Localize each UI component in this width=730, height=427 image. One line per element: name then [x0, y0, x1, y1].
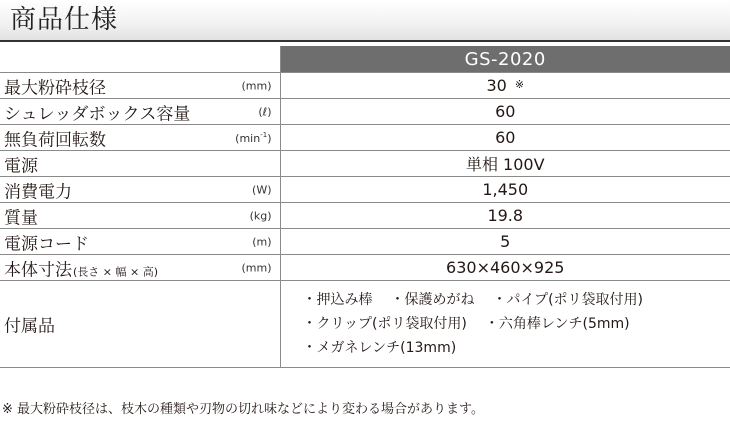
- accessory-item: ・メガネレンチ(13mm): [302, 340, 457, 356]
- accessory-item: ・パイプ(ポリ袋取付用): [492, 292, 644, 308]
- row-unit: (kg): [249, 209, 272, 222]
- table-row: [0, 125, 730, 151]
- label-cell: [0, 73, 280, 99]
- row-unit: (ℓ): [258, 105, 272, 118]
- model-name: GS-2020: [280, 46, 730, 73]
- table-row: [0, 203, 730, 229]
- row-unit: (mm): [241, 261, 272, 274]
- label-cell: [0, 281, 280, 368]
- value-cell: [280, 73, 730, 99]
- accessories-cell: [280, 281, 730, 368]
- label-cell: [0, 255, 280, 281]
- row-unit: $(\min^{-1})$: [235, 130, 272, 145]
- row-label: 最大粉砕枝径: [4, 78, 106, 98]
- model-header-row: [0, 46, 730, 73]
- table-row-accessories: [0, 281, 730, 368]
- row-value: 5: [280, 229, 730, 255]
- row-label: 電源: [4, 156, 38, 176]
- accessory-item: ・押込み棒: [302, 292, 373, 308]
- row-value: 60: [280, 99, 730, 125]
- blank-header-cell: [0, 46, 280, 73]
- row-value: 630×460×925: [280, 255, 730, 281]
- row-label: 電源コード: [4, 234, 89, 254]
- row-unit: (m): [252, 235, 272, 248]
- label-cell: [0, 229, 280, 255]
- row-label: 質量: [4, 208, 38, 228]
- row-label: シュレッダボックス容量: [4, 104, 191, 124]
- accessories-list: [281, 288, 730, 360]
- table-row: [0, 99, 730, 125]
- row-label: 無負荷回転数: [4, 130, 106, 150]
- row-value: 1,450: [280, 177, 730, 203]
- row-label: 本体寸法(長さ × 幅 × 高): [4, 260, 159, 280]
- accessory-item: ・クリップ(ポリ袋取付用): [302, 316, 467, 332]
- label-cell: [0, 203, 280, 229]
- label-cell: [0, 151, 280, 177]
- page-title: 商品仕様: [10, 5, 119, 35]
- table-row: [0, 73, 730, 99]
- row-unit: (mm): [241, 79, 272, 92]
- table-row: [0, 151, 730, 177]
- table-row: [0, 177, 730, 203]
- footnote: ※ 最大粉砕枝径は、枝木の種類や刃物の切れ味などにより変わる場合があります。: [2, 402, 484, 417]
- row-label: 付属品: [4, 316, 55, 337]
- note-mark: ※: [514, 78, 525, 91]
- row-label-sub: (長さ × 幅 × 高): [73, 265, 159, 278]
- label-cell: [0, 99, 280, 125]
- accessory-item: ・保護めがね: [390, 292, 475, 308]
- table-row: [0, 229, 730, 255]
- accessory-item: ・六角棒レンチ(5mm): [484, 316, 630, 332]
- table-row: [0, 255, 730, 281]
- label-cell: [0, 125, 280, 151]
- spec-table: [0, 46, 730, 368]
- row-value: 単相 100V: [280, 151, 730, 177]
- row-value: 19.8: [280, 203, 730, 229]
- row-value: 30: [486, 76, 507, 95]
- row-label: 消費電力: [4, 182, 72, 202]
- row-value: 60: [280, 125, 730, 151]
- section-header: [0, 0, 730, 42]
- label-cell: [0, 177, 280, 203]
- row-unit: (W): [252, 183, 272, 196]
